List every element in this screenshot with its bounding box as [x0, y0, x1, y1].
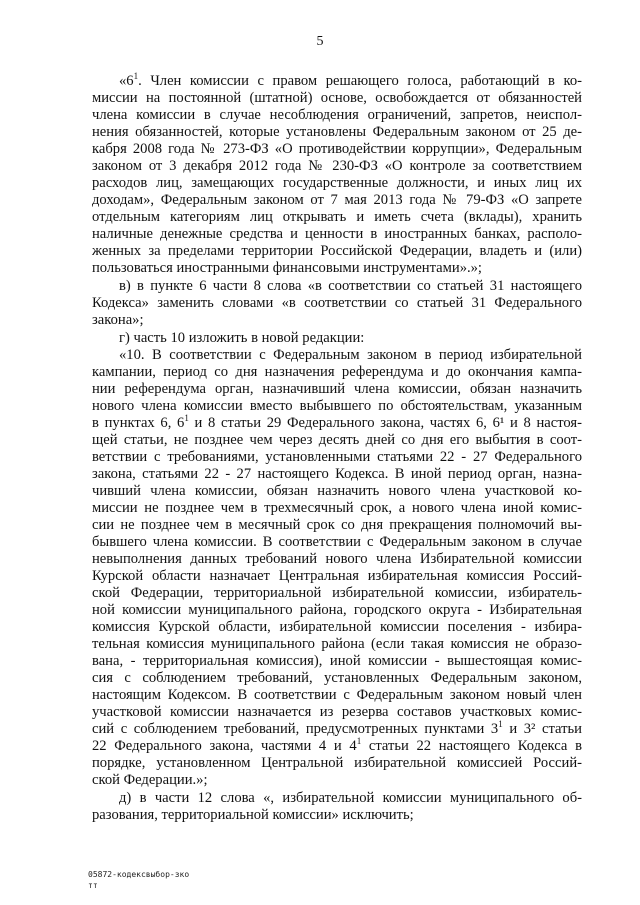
text-line: бывшего члена комиссии. В соответствии с Федеральным законом в случае — [92, 534, 582, 550]
text-line: кабря 2008 года № 273-ФЗ «О противодействии коррупции», Федеральным — [92, 141, 582, 157]
text-line: отдельным категориям лиц открывать и иметь счета (вклады), хранить — [92, 209, 582, 225]
text-line: «$6^1$. Член комиссии с правом решающего голоса, работающий в ко- — [119, 71, 582, 89]
text-line: «10. В соответствии с Федеральным законом в период избирательной — [119, 347, 582, 363]
page-number: 5 — [316, 34, 324, 49]
text-line: разования, территориальной комиссии» исключить; — [92, 807, 414, 823]
text-line: в пунктах 6, $6^1$ и 8 статьи 29 Федерального закона, частях 6, 6¹ и 8 настоя- — [92, 413, 582, 431]
text-line: щей статьи, не позднее чем через десять дней со дня его выбытия в соот- — [92, 432, 582, 448]
text-line: ной комиссии муниципального района, городского округа - Избирательная — [92, 602, 582, 618]
text-line: сии не позднее чем в месячный срок со дня прекращения полномочий вы- — [92, 517, 582, 533]
text-line: порядке, установленном Центральной избирательной комиссией Россий- — [92, 755, 582, 771]
text-line: кампании, период со дня назначения референдума и до окончания кампа- — [92, 364, 582, 380]
text-line: доходам», Федеральным законом от 7 мая 2013 года № 79-ФЗ «О запрете — [92, 192, 582, 208]
text-line: сий с соблюдением требований, предусмотренных пунктами $3^1$ и 3² статьи — [92, 719, 582, 737]
footer-initials: тт — [88, 881, 98, 890]
text-line: расходов лиц, замещающих государственные должности, и иных лиц их — [92, 175, 582, 191]
text-line: сия с соблюдением требований, установленных Федеральным законом, — [92, 670, 582, 686]
text-line: миссии не позднее чем в трехмесячный срок, а нового члена иной комис- — [92, 500, 582, 516]
text-line: комиссия Курской области, избирательной комиссии поселения - избира- — [92, 619, 582, 635]
text-line: женных за пределами территории Российской Федерации, владеть и (или) — [92, 243, 582, 259]
text-line: нения обязанностей, которые установлены Федеральным законом от 25 де- — [92, 124, 582, 140]
text-line: чивший члена комиссии, обязан назначить нового члена участковой ко- — [92, 483, 582, 499]
text-line: Кодекса» заменить словами «в соответствии со статьей 31 Федерального — [92, 295, 582, 311]
text-line: закона, статьями 22 - 27 настоящего Кодекса. В иной период орган, назна- — [92, 466, 582, 482]
text-line: миссии на постоянной (штатной) основе, освобождается от обязанностей — [92, 90, 582, 106]
text-line: наличные денежные средства и ценности в иностранных банках, располо- — [92, 226, 582, 242]
text-line: г) часть 10 изложить в новой редакции: — [119, 330, 365, 346]
text-line: в) в пункте 6 части 8 слова «в соответствии со статьей 31 настоящего — [119, 278, 582, 294]
text-line: настоящим Кодексом. В соответствии с Федеральным законом новый член — [92, 687, 582, 703]
text-line: закона»; — [92, 312, 144, 328]
text-line: 22 Федерального закона, частями 4 и $4^1$ статьи 22 настоящего Кодекса в — [92, 736, 582, 754]
text-line: члена комиссии в случае несоблюдения ограничений, запретов, неиспол- — [92, 107, 582, 123]
text-line: нового члена комиссии вместо выбывшего по обстоятельствам, указанным — [92, 398, 582, 414]
text-line: пользоваться иностранными финансовыми инструментами».»; — [92, 260, 482, 276]
text-line: законом от 3 декабря 2012 года № 230-ФЗ «О контроле за соответствием — [92, 158, 582, 174]
text-line: нии референдума орган, назначивший члена комиссии, обязан назначить — [92, 381, 582, 397]
text-line: невыполнения данных требований нового члена Избирательной комиссии — [92, 551, 582, 567]
text-line: д) в части 12 слова «, избирательной комиссии муниципального об- — [119, 790, 582, 806]
text-line: Курской области назначает Центральная избирательная комиссия Россий- — [92, 568, 582, 584]
footer-file-code: 05872-кодексвыбор-зко — [88, 870, 190, 879]
text-line: ветствии с требованиями, установленными статьями 22 - 27 Федерального — [92, 449, 582, 465]
text-line: вана, - территориальная комиссия), иной комиссии - вышестоящая комис- — [92, 653, 582, 669]
text-line: тельная комиссия муниципального района (если такая комиссия не образо- — [92, 636, 582, 652]
text-line: ской Федерации.»; — [92, 772, 208, 788]
text-line: участковой комиссии назначается из резерва составов участковых комис- — [92, 704, 582, 720]
text-line: ской Федерации, территориальной избирательной комиссии, избиратель- — [92, 585, 582, 601]
